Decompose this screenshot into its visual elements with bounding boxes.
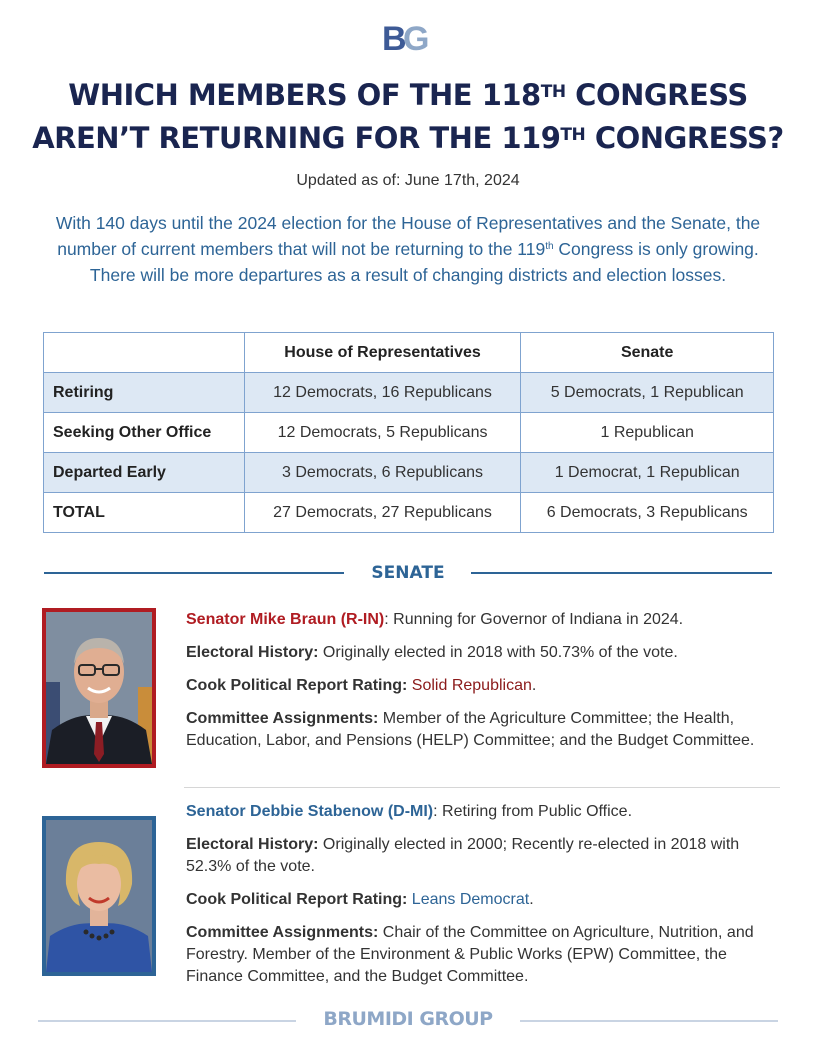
updated-date: Updated as of: June 17th, 2024 [296,172,520,189]
senator-braun-photo [42,608,156,768]
table-header-senate: Senate [521,333,774,373]
title-text: WHICH MEMBERS OF THE 118 [68,78,541,112]
electoral-label: Electoral History: [186,836,319,853]
table-row [44,413,774,453]
section-divider-left [44,572,344,574]
electoral-history [186,642,766,664]
row-label: TOTAL [44,493,245,533]
status-text: : Retiring from Public Office. [433,803,633,820]
intro-text: Congress is only growing. There will be more departures as a result of changing districts and election losses. [89,239,759,285]
title-text: AREN’T RETURNING FOR THE 119 [32,121,561,155]
senate-cell: 6 Democrats, 3 Republicans [521,493,774,533]
title-superscript: TH [560,125,586,145]
intro-text: With 140 days until the 2024 election for the House of Representatives and the Senate, the number of current members that will not be returning to the 119 [55,213,761,259]
rating-value: Solid Republican [407,677,532,694]
departures-table [43,332,774,533]
member-status [186,609,766,631]
section-divider-right [471,572,772,574]
house-cell: 3 Democrats, 6 Republicans [244,453,521,493]
footer-brand: BRUMIDI GROUP [323,1008,493,1030]
rating-value: Leans Democrat [407,891,530,908]
committee-label: Committee Assignments: [186,710,379,727]
senate-cell: 5 Democrats, 1 Republican [521,373,774,413]
section-heading-senate: SENATE [371,563,445,583]
senator-stabenow-photo [42,816,156,976]
logo-letter-b: B [382,20,404,58]
committee-label: Committee Assignments: [186,924,379,941]
committee-assignments [186,922,766,988]
committee-text: Member of the Agriculture Committee; the Health, Education, Labor, and Pensions (HELP) Committee; and the Budget Committee. [186,710,755,749]
intro-superscript: th [545,241,554,252]
brumidi-logo [382,22,434,56]
table-row [44,453,774,493]
committee-assignments [186,708,766,752]
table-row [44,493,774,533]
senator-stabenow-bio [186,801,766,999]
intro-paragraph [40,210,776,288]
senator-braun-bio [186,609,766,763]
logo-letter-g: G [403,20,427,58]
rating-label: Cook Political Report Rating: [186,891,408,908]
committee-text: Chair of the Committee on Agriculture, Nutrition, and Forestry. Member of the Environment & Public Works (EPW) Committee, the Finance Committee, and the Budget Committee. [186,924,754,985]
house-cell: 27 Democrats, 27 Republicans [244,493,521,533]
status-text: : Running for Governor of Indiana in 2024. [384,611,684,628]
electoral-text: Originally elected in 2018 with 50.73% of the vote. [318,644,678,661]
cook-rating [186,675,766,697]
table-header-house: House of Representatives [244,333,521,373]
footer-divider-right [520,1020,778,1022]
page-title-line-1 [0,75,816,115]
senate-cell: 1 Republican [521,413,774,453]
senate-cell: 1 Democrat, 1 Republican [521,453,774,493]
house-cell: 12 Democrats, 16 Republicans [244,373,521,413]
row-label: Retiring [44,373,245,413]
electoral-label: Electoral History: [186,644,319,661]
table-header-blank [44,333,245,373]
member-name: Senator Mike Braun (R-IN) [186,611,385,628]
member-status [186,801,766,823]
table-row [44,373,774,413]
rating-period: . [531,677,537,694]
electoral-history [186,834,766,878]
rating-label: Cook Political Report Rating: [186,677,408,694]
member-name: Senator Debbie Stabenow (D-MI) [186,803,434,820]
house-cell: 12 Democrats, 5 Republicans [244,413,521,453]
row-label: Seeking Other Office [44,413,245,453]
page-title-line-2 [0,118,816,158]
cook-rating [186,889,766,911]
member-separator [184,787,780,788]
rating-period: . [529,891,534,908]
table-header-row [44,333,774,373]
title-text: CONGRESS? [585,121,784,155]
title-superscript: TH [540,82,566,102]
title-text: CONGRESS [565,78,748,112]
row-label: Departed Early [44,453,245,493]
electoral-text: Originally elected in 2000; Recently re-elected in 2018 with 52.3% of the vote. [186,836,740,875]
